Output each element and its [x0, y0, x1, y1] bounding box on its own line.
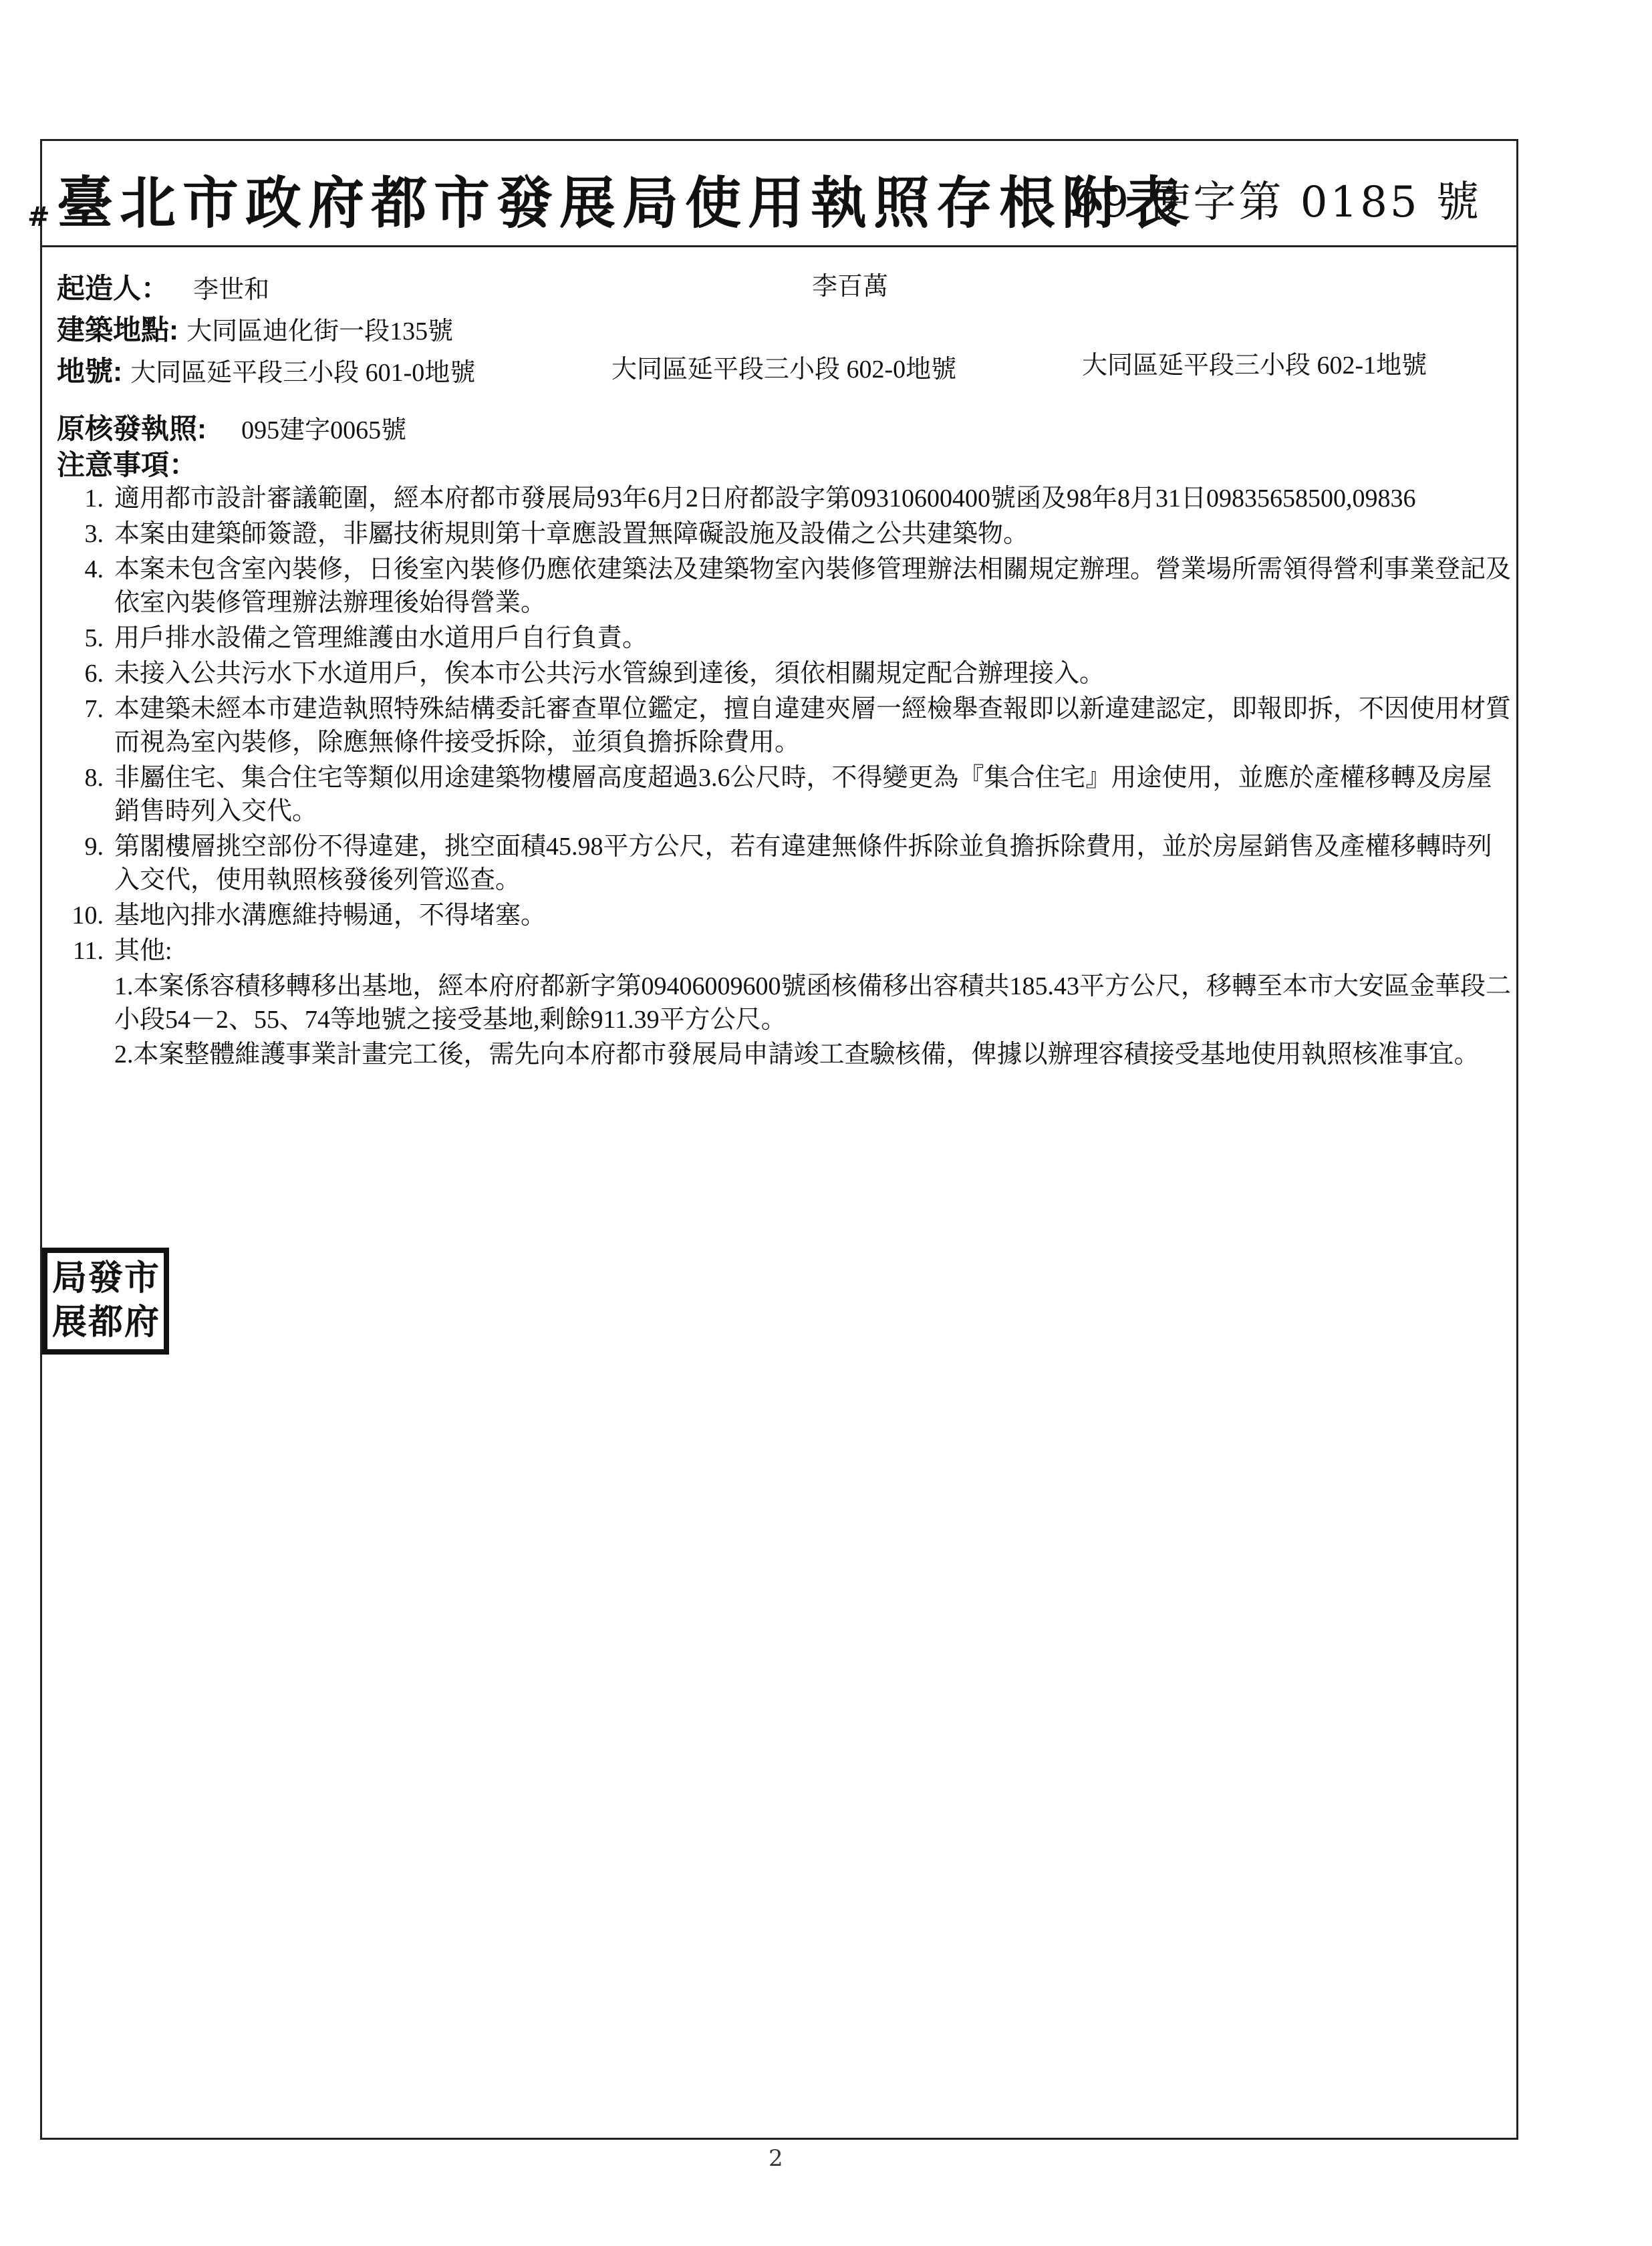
note-item: 5. 用戶排水設備之管理維護由水道用戶自行負責。	[84, 624, 648, 652]
seal-char: 局	[51, 1258, 87, 1298]
note-item: 11. 其他:	[72, 937, 172, 965]
page-number: 2	[769, 2145, 783, 2172]
seal-char: 市	[124, 1258, 159, 1298]
note-item: 4. 本案未包含室內裝修，日後室內裝修仍應依建築法及建築物室內裝修管理辦法相關規定辦理。營業場所需領得營利事業登記及依室內裝修管理辦法辦理後始得營業。	[84, 555, 1512, 617]
note-item: 7. 本建築未經本市建造執照特殊結構委託審查單位鑑定，擅自違建夾層一經檢舉查報即以新違建認定，即報即拆，不因使用材質而視為室內裝修，除應無條件接受拆除，並須負擔拆除費用。	[84, 695, 1512, 756]
note-item: 3. 本案由建築師簽證，非屬技術規則第十章應設置無障礙設施及設備之公共建築物。	[84, 520, 1029, 548]
notes-list	[63, 482, 1517, 1075]
lot-value-1: 大同區延平段三小段 601-0地號	[130, 359, 476, 387]
builder-name-1: 李世和	[193, 276, 270, 304]
builder-name-2: 李百萬	[812, 273, 889, 301]
left-margin-mark: #	[27, 201, 50, 233]
permit-number: 99 使字第 0185 號	[1071, 178, 1482, 227]
orig-permit-value: 095建字0065號	[241, 416, 407, 444]
orig-permit-label: 原核發執照:	[57, 413, 206, 444]
notes-label: 注意事項：	[57, 449, 198, 480]
sub-notes	[63, 970, 1517, 1073]
note-item: 6. 未接入公共污水下水道用戶，俟本市公共污水管線到達後，須依相關規定配合辦理接入。	[84, 660, 1105, 688]
document-title: 臺北市政府都市發展局使用執照存根附表	[57, 170, 1188, 236]
lot-value-3: 大同區延平段三小段 602-1地號	[1082, 352, 1427, 380]
header-divider	[42, 245, 1516, 247]
builder-row	[57, 267, 269, 307]
lot-label: 地號:	[57, 356, 122, 387]
seal-char: 發	[88, 1258, 123, 1298]
seal-char: 府	[124, 1302, 159, 1343]
builder-label: 起造人：	[57, 273, 170, 304]
site-label: 建築地點:	[57, 314, 178, 345]
official-seal-stamp	[42, 1248, 169, 1355]
note-item: 10. 基地內排水溝應維持暢通，不得堵塞。	[72, 901, 547, 930]
site-row	[57, 308, 453, 348]
lot-value-2: 大同區延平段三小段 602-0地號	[611, 356, 957, 384]
note-item: 1. 適用都市設計審議範圍，經本府都市發展局93年6月2日府都設字第09310600400號函及98年8月31日09835658500,09836	[84, 484, 1416, 513]
orig-permit-row	[57, 407, 406, 447]
note-item: 9. 第閣樓層挑空部份不得違建，挑空面積45.98平方公尺，若有違建無條件拆除並負擔拆除費用，並於房屋銷售及產權移轉時列入交代，使用執照核發後列管巡查。	[84, 833, 1492, 894]
site-value: 大同區迪化街一段135號	[186, 317, 454, 345]
sub-note-item: 1.本案係容積移轉移出基地，經本府府都新字第09406009600號函核備移出容積共185.43平方公尺，移轉至本市大安區金華段二小段54－2、55、74等地號之接受基地,剩餘911.39平方公尺。	[114, 972, 1512, 1034]
sub-note-item: 2.本案整體維護事業計畫完工後，需先向本府都市發展局申請竣工查驗核備，俾據以辦理容積接受基地使用執照核准事宜。	[114, 1040, 1480, 1069]
seal-char: 都	[88, 1302, 123, 1343]
note-item: 8. 非屬住宅、集合住宅等類似用途建築物樓層高度超過3.6公尺時，不得變更為『集合住宅』用途使用，並應於產權移轉及房屋銷售時列入交代。	[84, 764, 1492, 825]
lot-row	[57, 349, 475, 390]
seal-char: 展	[51, 1302, 87, 1343]
document-frame	[27, 139, 1518, 2140]
